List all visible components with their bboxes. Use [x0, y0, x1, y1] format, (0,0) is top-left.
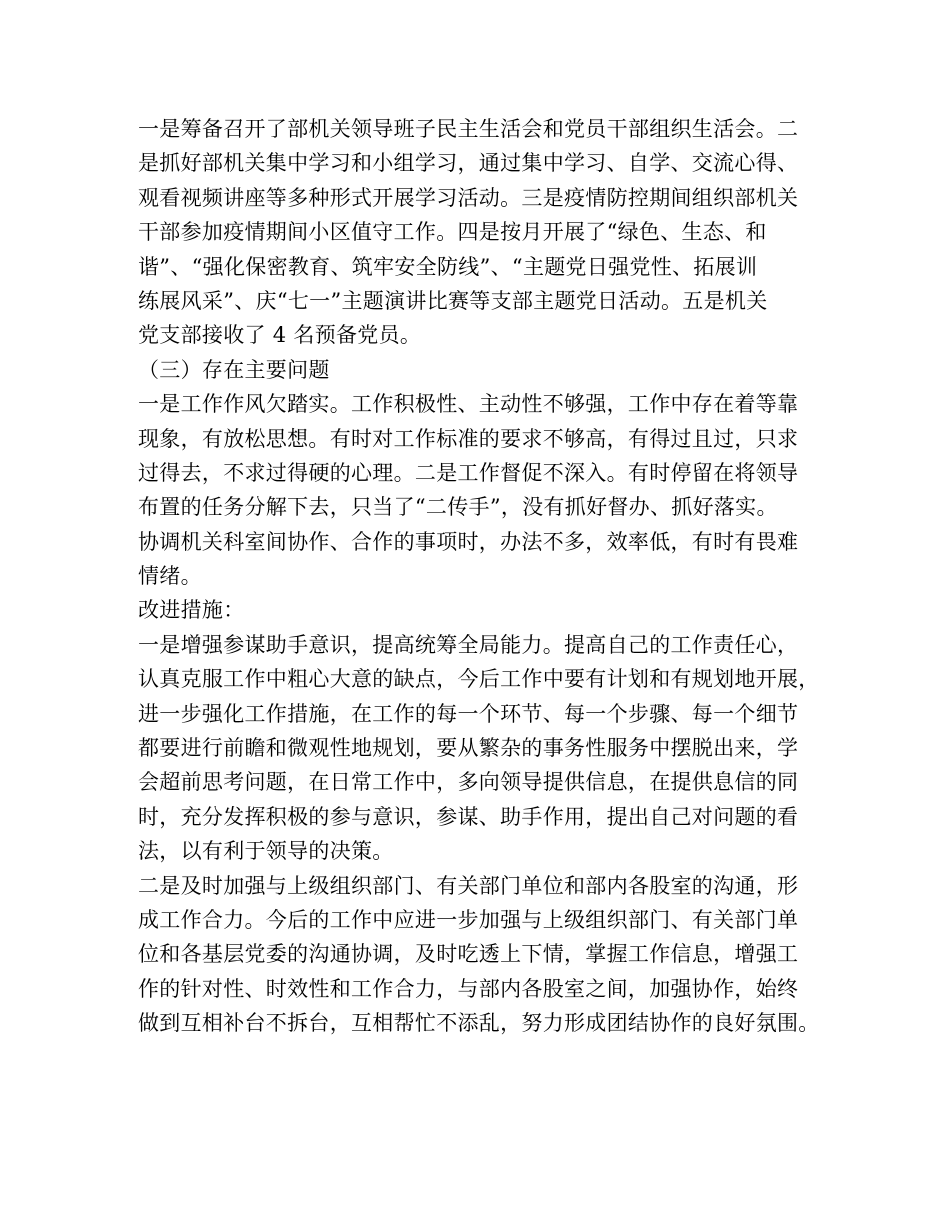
text-line: 都要进行前瞻和微观性地规划，要从繁杂的事务性服务中摆脱出来，学 [138, 736, 799, 761]
document-body [138, 112, 828, 1041]
text-line: 是抓好部机关集中学习和小组学习，通过集中学习、自学、交流心得、 [138, 151, 799, 176]
text-line: 过得去，不求过得硬的心理。二是工作督促不深入。有时停留在将领导 [138, 460, 799, 485]
text-line: 一是工作作风欠踏实。工作积极性、主动性不够强，工作中存在着等靠 [138, 392, 799, 417]
section-heading: 改进措施： [138, 598, 245, 623]
text-line: 会超前思考问题，在日常工作中，多向领导提供信息，在提供息信的同 [138, 770, 799, 795]
text-line: 一是增强参谋助手意识，提高统筹全局能力。提高自己的工作责任心， [138, 632, 799, 657]
text-line: 党支部接收了 4 名预备党员。 [138, 323, 422, 348]
text-line: 干部参加疫情期间小区值守工作。四是按月开展了“绿色、生态、和 [138, 220, 767, 245]
text-line: 法，以有利于领导的决策。 [138, 839, 394, 864]
text-line: 谐”、“强化保密教育、筑牢安全防线”、“主题党日强党性、拓展训 [138, 254, 758, 279]
text-line: 布置的任务分解下去，只当了“二传手”，没有抓好督办、抓好落实。 [138, 495, 778, 520]
text-line: 情绪。 [138, 564, 202, 589]
text-line: 位和各基层党委的沟通协调，及时吃透上下情，掌握工作信息，增强工 [138, 942, 799, 967]
section-heading: （三）存在主要问题 [138, 357, 330, 382]
text-line: 协调机关科室间协作、合作的事项时，办法不多，效率低，有时有畏难 [138, 529, 799, 554]
text-line: 认真克服工作中粗心大意的缺点，今后工作中要有计划和有规划地开展， [138, 667, 820, 692]
text-line: 作的针对性、时效性和工作合力，与部内各股室之间，加强协作，始终 [138, 976, 799, 1001]
text-line: 做到互相补台不拆台，互相帮忙不添乱，努力形成团结协作的良好氛围。 [138, 1011, 820, 1036]
text-line: 成工作合力。今后的工作中应进一步加强与上级组织部门、有关部门单 [138, 907, 799, 932]
text-line: 时，充分发挥积极的参与意识，参谋、助手作用，提出自己对问题的看 [138, 804, 799, 829]
text-line: 一是筹备召开了部机关领导班子民主生活会和党员干部组织生活会。二 [138, 117, 799, 141]
text-line: 现象，有放松思想。有时对工作标准的要求不够高，有得过且过，只求 [138, 426, 799, 451]
text-line: 二是及时加强与上级组织部门、有关部门单位和部内各股室的沟通，形 [138, 873, 799, 898]
text-line: 观看视频讲座等多种形式开展学习活动。三是疫情防控期间组织部机关 [138, 185, 799, 210]
text-line: 进一步强化工作措施，在工作的每一个环节、每一个步骤、每一个细节 [138, 701, 799, 726]
text-line: 练展风采”、庆“七一”主题演讲比赛等支部主题党日活动。五是机关 [138, 288, 768, 313]
